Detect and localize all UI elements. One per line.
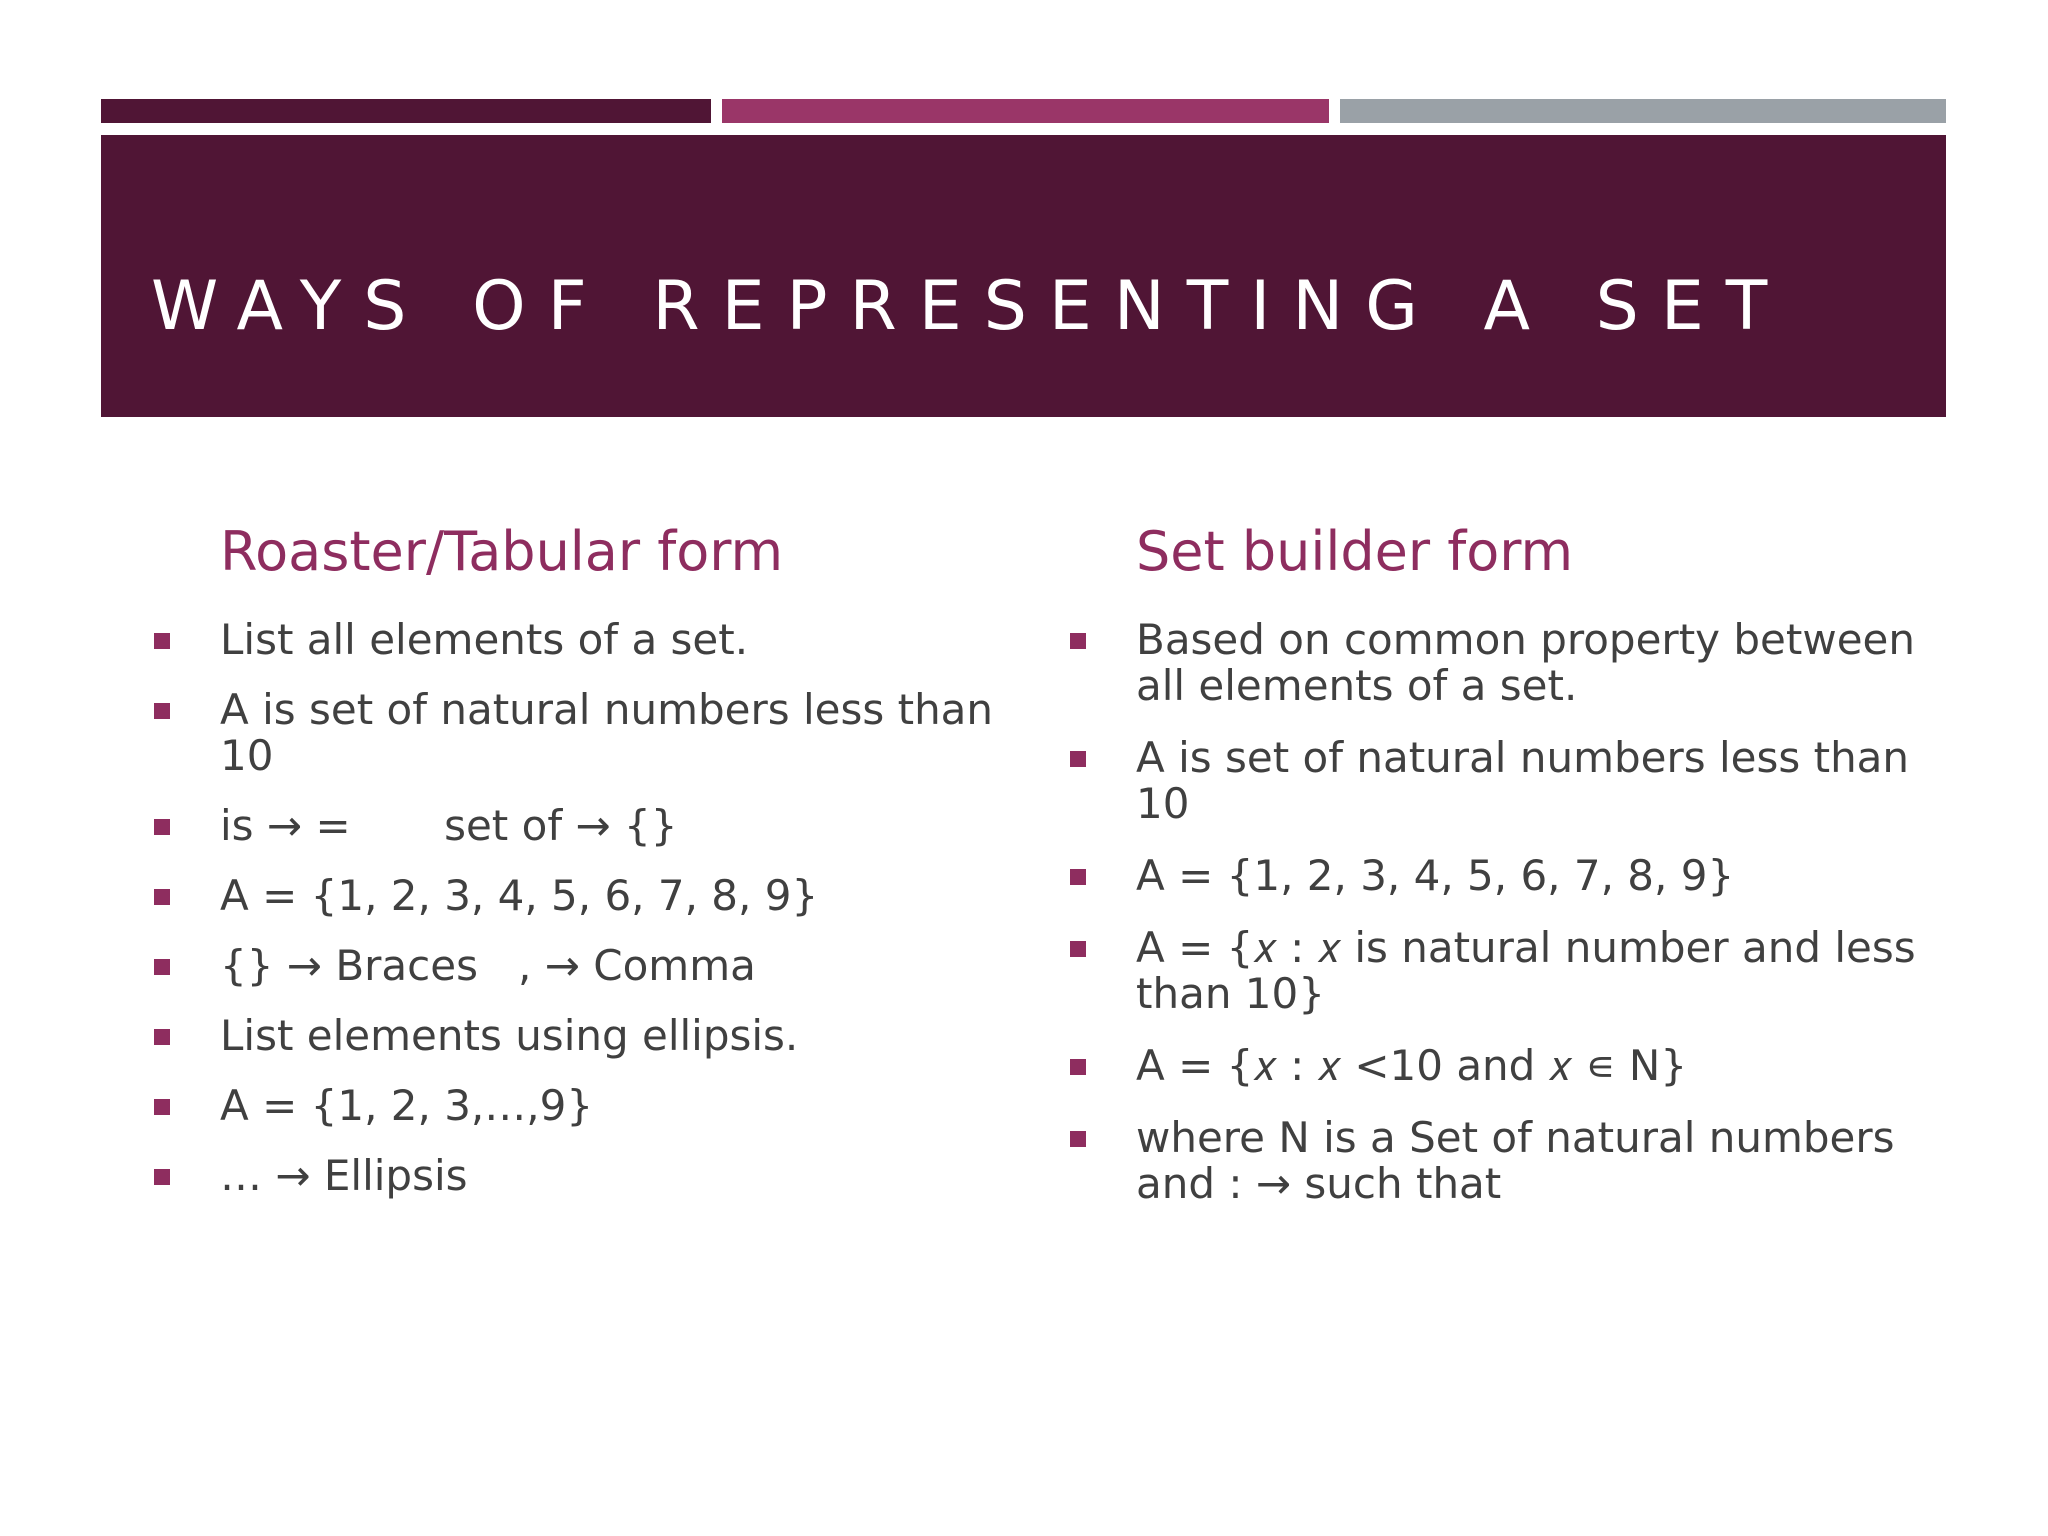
list-item	[1068, 732, 1948, 828]
accent-stripe-dark	[101, 99, 711, 123]
square-bullet-icon	[154, 889, 170, 905]
accent-stripe-magenta	[722, 99, 1329, 123]
bullet-text: A = {𝑥 : 𝑥 is natural number and less than 10}	[1136, 922, 1916, 1018]
set-builder-list	[1068, 614, 1948, 1208]
roster-form-list	[152, 614, 1012, 1200]
list-item	[152, 1080, 1012, 1130]
slide-title: WAYS OF REPRESENTING A SET	[151, 267, 1790, 346]
square-bullet-icon	[154, 819, 170, 835]
list-item	[1068, 614, 1948, 710]
title-banner	[101, 135, 1946, 417]
square-bullet-icon	[154, 1169, 170, 1185]
bullet-text: A is set of natural numbers less than 10	[220, 684, 994, 780]
list-item	[152, 800, 1012, 850]
roster-form-column	[152, 520, 1012, 1223]
set-builder-column	[1068, 520, 1948, 1233]
bullet-text: A = {1, 2, 3,…,9}	[220, 1080, 594, 1130]
accent-stripe-gray	[1340, 99, 1946, 123]
square-bullet-icon	[154, 633, 170, 649]
list-item	[152, 684, 1012, 780]
list-item	[152, 870, 1012, 920]
square-bullet-icon	[154, 959, 170, 975]
bullet-text: {} → Braces , → Comma	[220, 940, 756, 990]
list-item	[152, 1150, 1012, 1200]
list-item	[1068, 850, 1948, 900]
bullet-text: … → Ellipsis	[220, 1150, 468, 1200]
square-bullet-icon	[154, 1099, 170, 1115]
square-bullet-icon	[1070, 941, 1086, 957]
square-bullet-icon	[1070, 869, 1086, 885]
list-item	[152, 1010, 1012, 1060]
bullet-text: where N is a Set of natural numbers and : → such that	[1136, 1112, 1895, 1208]
list-item	[1068, 1112, 1948, 1208]
roster-form-heading: Roaster/Tabular form	[220, 520, 784, 583]
list-item	[152, 940, 1012, 990]
square-bullet-icon	[154, 1029, 170, 1045]
bullet-text: List all elements of a set.	[220, 614, 749, 664]
list-item	[1068, 922, 1948, 1018]
bullet-text: A = {1, 2, 3, 4, 5, 6, 7, 8, 9}	[1136, 850, 1735, 900]
square-bullet-icon	[154, 703, 170, 719]
bullet-text: A = {1, 2, 3, 4, 5, 6, 7, 8, 9}	[220, 870, 819, 920]
square-bullet-icon	[1070, 633, 1086, 649]
set-builder-heading: Set builder form	[1136, 520, 1574, 583]
bullet-text: is → = set of → {}	[220, 800, 678, 850]
bullet-text: Based on common property between all elements of a set.	[1136, 614, 1915, 710]
bullet-text: List elements using ellipsis.	[220, 1010, 799, 1060]
list-item	[1068, 1040, 1948, 1090]
square-bullet-icon	[1070, 1131, 1086, 1147]
bullet-text: A = {𝑥 : 𝑥 <10 and 𝑥 ∊ N}	[1136, 1040, 1688, 1090]
square-bullet-icon	[1070, 751, 1086, 767]
list-item	[152, 614, 1012, 664]
square-bullet-icon	[1070, 1059, 1086, 1075]
bullet-text: A is set of natural numbers less than 10	[1136, 732, 1910, 828]
